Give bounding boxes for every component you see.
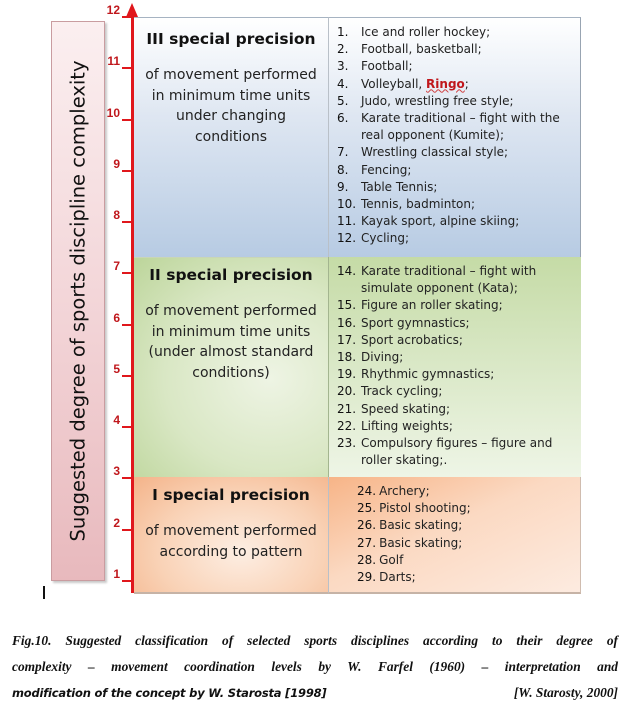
sport-item xyxy=(337,58,576,75)
level-iii-description xyxy=(134,65,328,147)
sport-name: Pistol shooting; xyxy=(379,501,471,516)
figure-caption xyxy=(12,628,618,706)
axis-tick xyxy=(122,16,132,18)
axis-tick xyxy=(122,119,132,121)
sport-name: Football; xyxy=(361,59,413,74)
sport-item xyxy=(337,179,576,196)
axis-tick xyxy=(122,580,132,582)
sport-number: 11. xyxy=(337,214,357,229)
sport-name: Sport acrobatics; xyxy=(361,332,463,347)
caption-line-3 xyxy=(12,680,618,706)
axis-tick-label: 4 xyxy=(113,413,120,428)
sport-item xyxy=(337,500,576,517)
sport-name: Compulsory figures – figure and roller skating;. xyxy=(361,436,553,468)
level-iii-title: III special precision xyxy=(146,30,316,48)
desc-line: (under almost standard xyxy=(148,344,314,360)
caption-line-3-left: modification of the concept by W. Starosta [1998] xyxy=(12,686,327,700)
level-ii-panel xyxy=(134,257,328,477)
sport-name: Rhythmic gymnastics; xyxy=(361,367,495,382)
caption-line-2: complexity – movement coordination levels by W. Farfel (1960) – interpretation and xyxy=(12,659,618,674)
axis-tick xyxy=(122,426,132,428)
sport-number: 2. xyxy=(337,42,349,57)
sport-number: 19. xyxy=(337,367,357,382)
level-ii-title: II special precision xyxy=(149,266,313,284)
sport-name: Lifting weights; xyxy=(361,418,453,433)
sport-name: Table Tennis; xyxy=(361,179,438,194)
axis-tick-label: 6 xyxy=(113,310,120,325)
sport-item xyxy=(337,418,577,435)
axis-tick-label: 7 xyxy=(113,259,120,274)
sport-item xyxy=(337,366,577,383)
desc-line: conditions xyxy=(194,128,268,145)
sport-item xyxy=(337,517,576,534)
sport-name: Figure an roller skating; xyxy=(361,298,503,313)
sport-item xyxy=(337,297,577,314)
desc-line: of movement performed xyxy=(145,303,317,319)
sport-item xyxy=(337,41,576,58)
caption-line-1: Fig.10. Suggested classification of selected sports disciplines according to their degree of xyxy=(12,633,618,648)
sport-item xyxy=(337,315,577,332)
sport-item xyxy=(337,93,576,110)
sport-name: Sport gymnastics; xyxy=(361,315,470,330)
sport-item xyxy=(337,569,576,586)
axis-tick-label: 3 xyxy=(113,464,120,479)
axis-tick xyxy=(122,477,132,479)
sport-number: 3. xyxy=(337,59,349,74)
sport-item xyxy=(337,401,577,418)
level-ii-sports-panel xyxy=(328,257,581,477)
axis-label: Suggested degree of sports discipline complexity xyxy=(66,60,90,542)
level-iii-sports-list xyxy=(337,24,576,248)
sport-item xyxy=(337,435,577,469)
sport-number: 21. xyxy=(337,401,357,416)
sport-number: 14. xyxy=(337,264,357,278)
axis-tick-label: 2 xyxy=(113,515,120,530)
sport-number: 10. xyxy=(337,197,357,212)
sport-item xyxy=(337,196,576,213)
sport-number: 16. xyxy=(337,315,357,330)
desc-line: under changing xyxy=(175,108,286,124)
sport-number: 23. xyxy=(337,436,357,451)
sport-number: 20. xyxy=(337,384,357,399)
sport-item xyxy=(337,110,576,144)
axis-tick xyxy=(122,375,132,377)
desc-line: of movement performed xyxy=(145,523,317,539)
sport-name: Darts; xyxy=(379,570,416,585)
sport-number: 26. xyxy=(357,518,377,533)
sport-number: 22. xyxy=(337,418,357,433)
desc-line: in minimum time units xyxy=(151,87,311,104)
sport-number: 25. xyxy=(357,501,377,516)
sport-name: Wrestling classical style; xyxy=(361,145,509,160)
sport-item xyxy=(337,263,577,297)
axis-tick-label: 11 xyxy=(107,54,120,69)
sport-name: Tennis, badminton; xyxy=(361,197,476,212)
sport-item xyxy=(337,349,577,366)
sport-name: Diving; xyxy=(361,350,404,365)
sport-name: Kayak sport, alpine skiing; xyxy=(361,214,520,229)
sport-item xyxy=(337,552,576,569)
sport-item xyxy=(337,483,576,500)
sport-name: Karate traditional – fight with the real opponent (Kumite); xyxy=(361,111,560,143)
sport-item xyxy=(337,24,576,41)
axis-tick-label: 12 xyxy=(106,3,120,17)
sport-name: Basic skating; xyxy=(379,535,463,550)
desc-line: according to pattern xyxy=(159,543,303,560)
axis-tick-label: 1 xyxy=(113,567,120,581)
sport-item xyxy=(337,144,576,161)
sport-number: 1. xyxy=(337,25,349,39)
level-iii-panel xyxy=(134,17,328,257)
sport-item xyxy=(337,162,576,179)
sport-number: 28. xyxy=(357,552,377,567)
axis-tick xyxy=(122,529,132,531)
sport-number: 9. xyxy=(337,179,349,194)
sport-name: Judo, wrestling free style; xyxy=(361,93,514,108)
level-i-title: I special precision xyxy=(152,486,310,504)
sport-name: Cycling; xyxy=(361,231,410,246)
desc-line: conditions) xyxy=(192,364,270,381)
axis-tick xyxy=(122,324,132,326)
level-ii-sports-list xyxy=(337,263,577,469)
sport-item xyxy=(337,213,576,230)
axis-tick-label: 9 xyxy=(113,156,120,171)
sport-item xyxy=(337,76,576,93)
sport-name: Speed skating; xyxy=(361,401,451,416)
sport-name: Volleyball, xyxy=(361,76,427,91)
sport-name: Karate traditional – fight with simulate opponent (Kata); xyxy=(361,264,537,296)
desc-line: in minimum time units xyxy=(151,323,311,340)
text-cursor xyxy=(43,586,45,599)
axis-tick-label: 5 xyxy=(113,361,120,376)
axis-tick xyxy=(122,272,132,274)
sport-item xyxy=(337,230,576,247)
sport-number: 7. xyxy=(337,145,349,160)
level-i-description xyxy=(134,521,328,562)
sport-number: 4. xyxy=(337,76,349,91)
axis-tick-label: 8 xyxy=(113,208,120,223)
sport-suffix: ; xyxy=(464,76,469,91)
sport-number: 24. xyxy=(357,484,377,498)
sport-number: 27. xyxy=(357,535,377,550)
axis-label-box xyxy=(51,21,105,581)
sport-item xyxy=(337,535,576,552)
level-i-sports-list xyxy=(337,483,576,586)
axis-tick xyxy=(122,170,132,172)
sport-name: Track cycling; xyxy=(361,384,443,399)
axis-tick-label: 10 xyxy=(106,105,120,120)
sport-number: 8. xyxy=(337,162,349,177)
desc-line: of movement performed xyxy=(145,67,317,83)
sport-number: 29. xyxy=(357,570,377,585)
sport-number: 12. xyxy=(337,231,357,246)
sport-name: Ice and roller hockey; xyxy=(361,25,491,39)
caption-citation: [W. Starosty, 2000] xyxy=(513,685,618,700)
sport-highlight: Ringo xyxy=(426,76,465,91)
sport-number: 5. xyxy=(337,93,349,108)
sport-name: Basic skating; xyxy=(379,518,463,533)
sport-name: Football, basketball; xyxy=(361,42,482,57)
sport-name: Golf xyxy=(379,552,404,567)
sport-number: 15. xyxy=(337,298,357,313)
sport-number: 17. xyxy=(337,332,357,347)
axis-tick xyxy=(122,221,132,223)
level-i-panel xyxy=(134,477,328,594)
level-ii-description xyxy=(134,301,328,383)
axis-tick xyxy=(122,67,132,69)
sport-number: 18. xyxy=(337,350,357,365)
level-i-sports-panel xyxy=(328,477,581,594)
level-iii-sports-panel xyxy=(328,17,581,257)
sport-name: Archery; xyxy=(379,484,430,498)
sport-item xyxy=(337,332,577,349)
sport-number: 6. xyxy=(337,111,349,126)
sport-item xyxy=(337,383,577,400)
sport-name: Fencing; xyxy=(361,162,412,177)
